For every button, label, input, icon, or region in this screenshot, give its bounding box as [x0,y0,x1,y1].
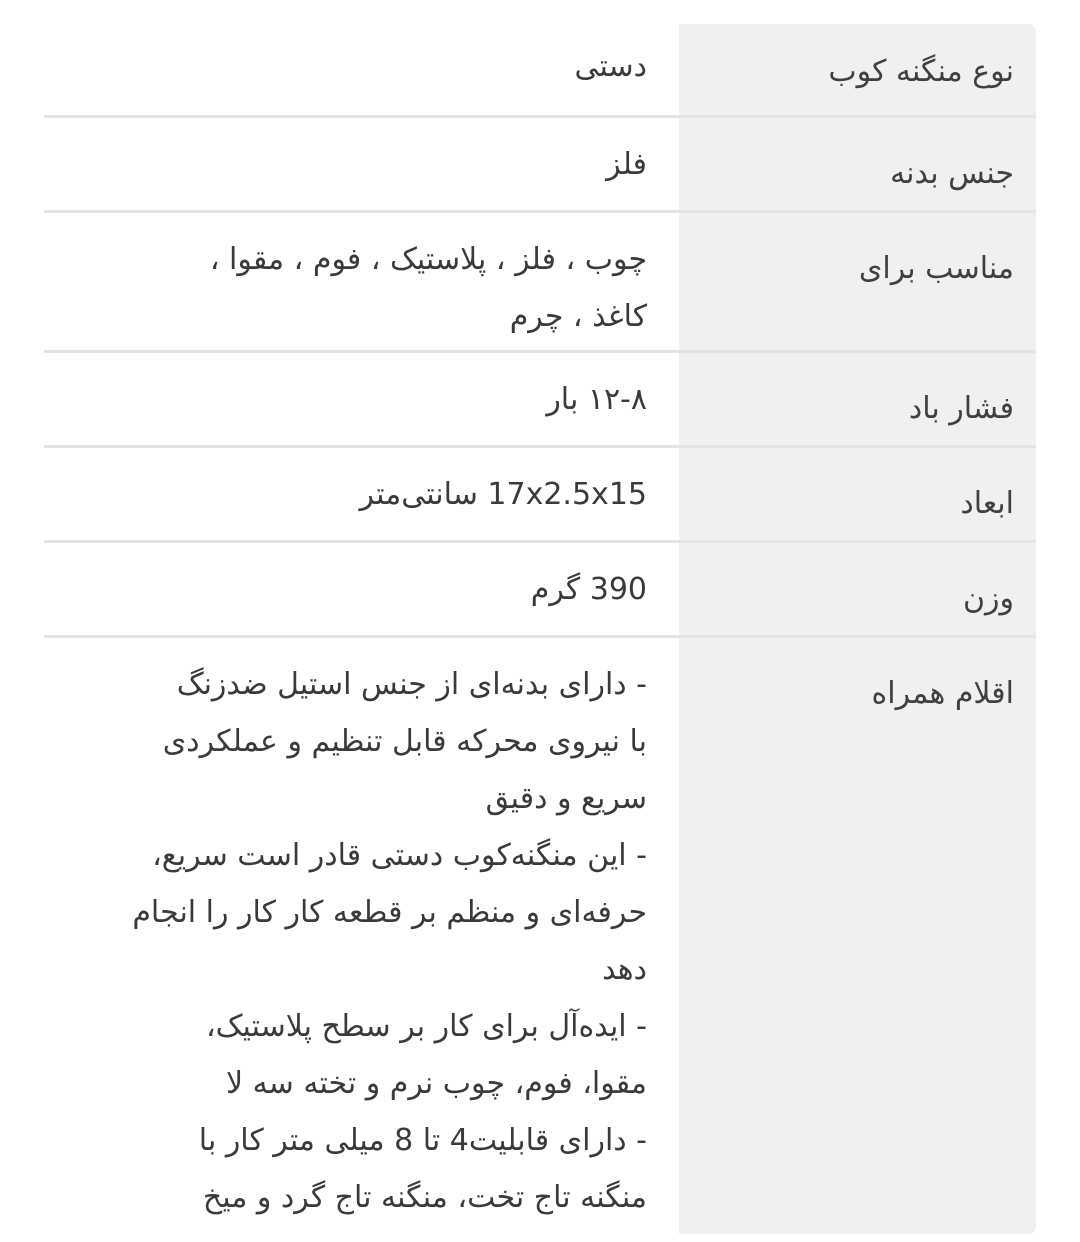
spec-value-line: چوب ، فلز ، پلاستیک ، فوم ، مقوا ، [209,242,647,277]
spec-value-line: - دارای قابلیت4 تا 8 میلی متر کار با [198,1123,647,1158]
spec-value [44,448,679,540]
spec-label: فشار باد [679,353,1036,445]
spec-label: ابعاد [679,448,1036,540]
spec-row-weight [44,543,1036,638]
spec-value-line: 390 گرم [530,572,647,607]
spec-label: اقلام همراه [679,638,1036,1234]
spec-row-dimensions [44,448,1036,543]
spec-row-included-items [44,638,1036,1234]
spec-label: جنس بدنه [679,118,1036,210]
spec-value-line: سریع و دقیق [485,781,647,816]
spec-value-line: - دارای بدنه‌ای از جنس استیل ضدزنگ [176,667,647,702]
spec-row-suitable-for [44,213,1036,353]
spec-value [44,24,679,115]
spec-value-line: دهد [602,952,647,987]
spec-label: مناسب برای [679,213,1036,350]
spec-label: نوع منگنه کوب [679,24,1036,115]
spec-value-line: 17x2.5x15 سانتی‌متر [359,477,647,512]
spec-value-line: کاغذ ، چرم [509,299,647,334]
spec-value-line: حرفه‌ای و منظم بر قطعه کار کار را انجام [132,895,647,930]
spec-value-line: مقوا، فوم، چوب نرم و تخته سه لا [225,1066,647,1101]
spec-value-line: منگنه تاج تخت، منگنه تاج گرد و میخ [202,1180,647,1215]
spec-value-line: - ایده‌آل برای کار بر سطح پلاستیک، [206,1009,647,1044]
spec-row-body-material [44,118,1036,213]
spec-label: وزن [679,543,1036,635]
spec-value-line: فلز [606,147,647,182]
spec-value [44,213,679,350]
spec-value-line: دستی [574,49,647,84]
spec-value [44,638,679,1234]
spec-value-line: - این منگنه‌کوب دستی قادر است سریع، [152,838,647,873]
spec-value-line: با نیروی محرکه قابل تنظیم و عملکردی [162,724,647,759]
specifications-table [44,24,1036,1234]
spec-value [44,543,679,635]
spec-row-stapler-type [44,24,1036,118]
spec-row-air-pressure [44,353,1036,448]
spec-value [44,118,679,210]
spec-value [44,353,679,445]
spec-value-line: ۱۲-۸ بار [546,382,647,417]
